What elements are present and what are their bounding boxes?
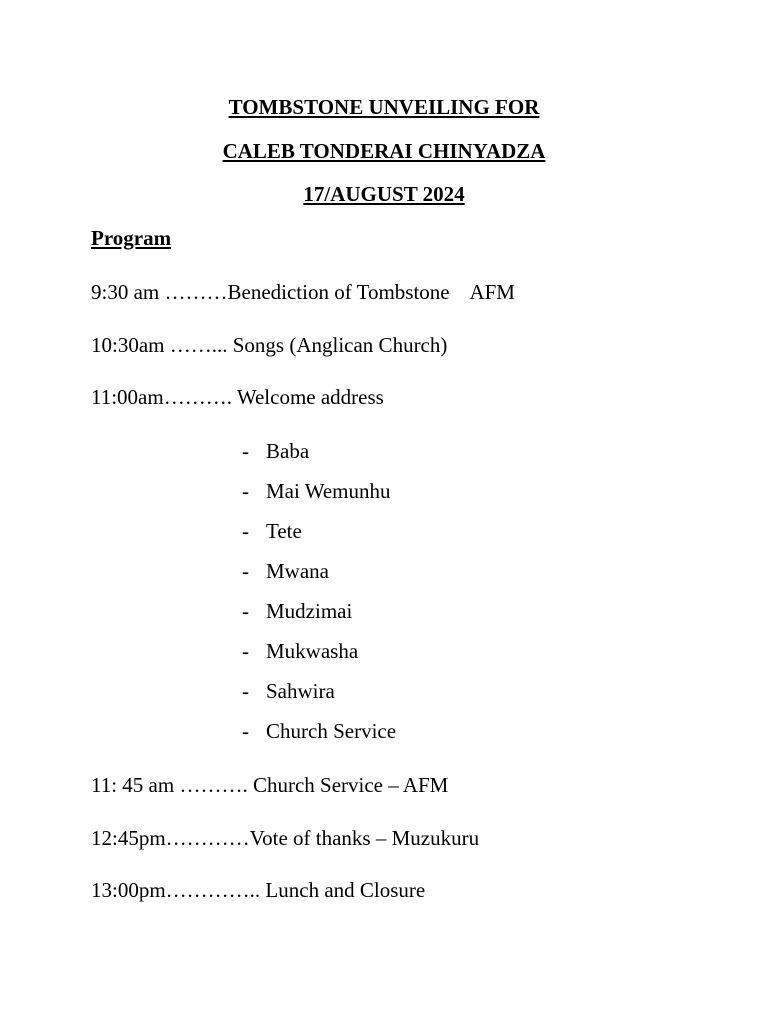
speaker-name: Mai Wemunhu	[266, 479, 391, 503]
bullet-marker: -	[242, 679, 249, 703]
bullet-marker: -	[242, 719, 249, 743]
bullet-marker: -	[242, 439, 249, 463]
program-item: 10:30am ……... Songs (Anglican Church)	[91, 333, 448, 357]
speaker-name: Mwana	[266, 559, 329, 583]
speaker-list-item	[242, 481, 391, 502]
document-title-line-2: CALEB TONDERAI CHINYADZA	[222, 139, 546, 163]
program-item: 11: 45 am ………. Church Service – AFM	[91, 773, 449, 797]
program-item: 11:00am………. Welcome address	[91, 385, 384, 409]
bullet-marker: -	[242, 479, 249, 503]
speaker-name: Church Service	[266, 719, 397, 743]
bullet-marker: -	[242, 519, 249, 543]
speaker-name: Sahwira	[266, 679, 335, 703]
program-item: 12:45pm…………Vote of thanks – Muzukuru	[91, 826, 480, 850]
bullet-marker: -	[242, 559, 249, 583]
program-item: 13:00pm………….. Lunch and Closure	[91, 878, 426, 902]
program-heading: Program	[91, 226, 172, 250]
speaker-list-item	[242, 721, 396, 742]
speaker-name: Baba	[266, 439, 310, 463]
speaker-name: Tete	[266, 519, 302, 543]
speaker-list-item	[242, 681, 335, 702]
speaker-list-item	[242, 441, 309, 462]
speaker-list-item	[242, 641, 358, 662]
program-item: 9:30 am ………Benediction of Tombstone AFM	[91, 280, 515, 304]
speaker-name: Mukwasha	[266, 639, 359, 663]
document-title-line-1: TOMBSTONE UNVEILING FOR	[228, 95, 540, 119]
bullet-marker: -	[242, 599, 249, 623]
speaker-name: Mudzimai	[266, 599, 353, 623]
speaker-list-item	[242, 601, 352, 622]
speaker-list-item	[242, 521, 302, 542]
speaker-list-item	[242, 561, 329, 582]
document-title-date: 17/AUGUST 2024	[303, 182, 465, 206]
bullet-marker: -	[242, 639, 249, 663]
